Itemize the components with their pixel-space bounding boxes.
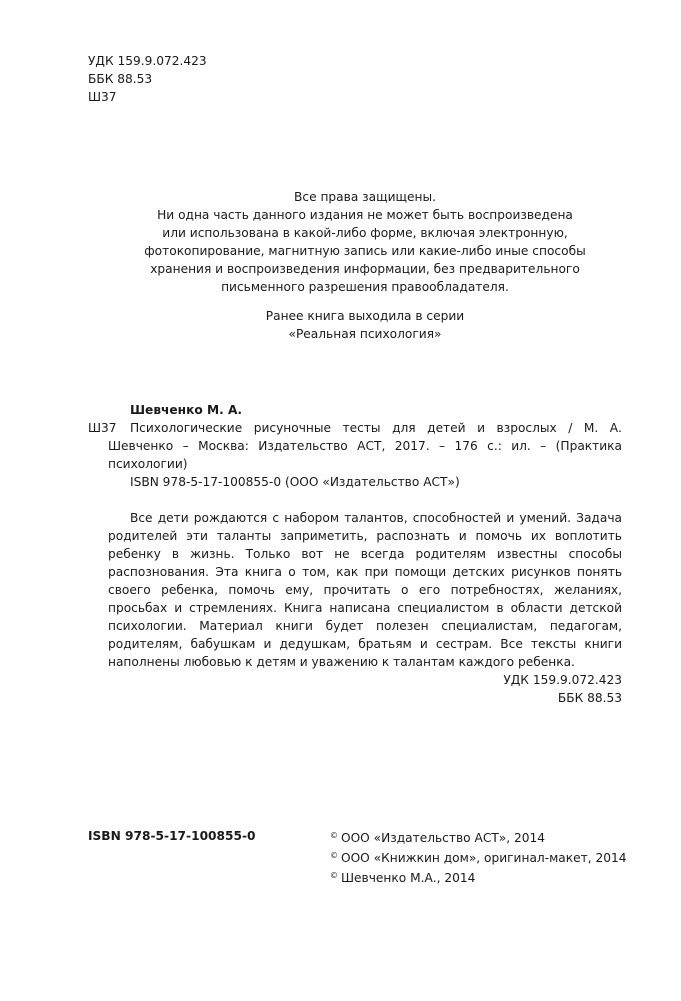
catalog-title: Психологические рисуночные тесты для детей и взрослых / М. А. Шевченко – Москва: Издательство АСТ, 2017. – 176 с.: ил. – (Практика психологии) bbox=[108, 421, 622, 471]
isbn-bold: ISBN 978-5-17-100855-0 bbox=[88, 829, 256, 843]
copyright-icon: © bbox=[330, 851, 338, 860]
rights-line: хранения и воспроизведения информации, без предварительного bbox=[150, 262, 580, 276]
rights-line: фотокопирование, магнитную запись или какие-либо иные способы bbox=[144, 244, 586, 258]
annotation: Все дети рождаются с набором талантов, способностей и умений. Задача родителей эти таланты заприметить, распознать и помочь их воплотить ребенку в жизнь. Только вот не всегда родителям известны способы распознования. Эта книга о том, как при помощи детских рисунков понять своего ребенка, помочь ему, прочитать о его потребностях, желаниях, просьбах и стремлениях. Книга написана специалистом в области детской психологии. Материал книги будет полезен специалистам, педагогам, родителям, бабушкам и дедушкам, братьям и сестрам. Все тексты книги наполнены любовью к детям и уважению к талантам каждого ребенка. bbox=[108, 511, 622, 669]
bbk-code: ББК 88.53 bbox=[557, 691, 622, 705]
copyright-icon: © bbox=[330, 871, 338, 880]
author-mark: Ш37 bbox=[88, 90, 117, 104]
catalog-author: Шевченко М. А. bbox=[130, 403, 243, 417]
copyright-icon: © bbox=[330, 831, 338, 840]
rights-line: Все права защищены. bbox=[294, 190, 436, 204]
udk-code: УДК 159.9.072.423 bbox=[88, 54, 207, 68]
rights-line: письменного разрешения правообладателя. bbox=[221, 280, 509, 294]
bbk-code: ББК 88.53 bbox=[88, 72, 153, 86]
copyright-text: Шевченко М.А., 2014 bbox=[341, 871, 476, 885]
copyright-text: ООО «Издательство АСТ», 2014 bbox=[341, 831, 545, 845]
catalog-code: Ш37 bbox=[88, 421, 117, 435]
copyright-line bbox=[330, 867, 626, 887]
catalog-isbn: ISBN 978-5-17-100855-0 (ООО «Издательство АСТ») bbox=[130, 475, 460, 489]
copyright-line bbox=[330, 827, 626, 847]
rights-line: Ни одна часть данного издания не может быть воспроизведена bbox=[157, 208, 573, 222]
rights-line: или использована в какой-либо форме, включая электронную, bbox=[162, 226, 568, 240]
bottom-classification bbox=[400, 671, 622, 707]
copyright-text: ООО «Книжкин дом», оригинал-макет, 2014 bbox=[341, 851, 627, 865]
rights-notice bbox=[100, 188, 630, 296]
copyright-list bbox=[330, 827, 626, 887]
series-line: Ранее книга выходила в серии bbox=[265, 309, 465, 323]
top-classification bbox=[88, 52, 207, 106]
series-note bbox=[100, 307, 630, 343]
series-line: «Реальная психология» bbox=[288, 327, 442, 341]
copyright-line bbox=[330, 847, 626, 867]
udk-code: УДК 159.9.072.423 bbox=[503, 673, 622, 687]
